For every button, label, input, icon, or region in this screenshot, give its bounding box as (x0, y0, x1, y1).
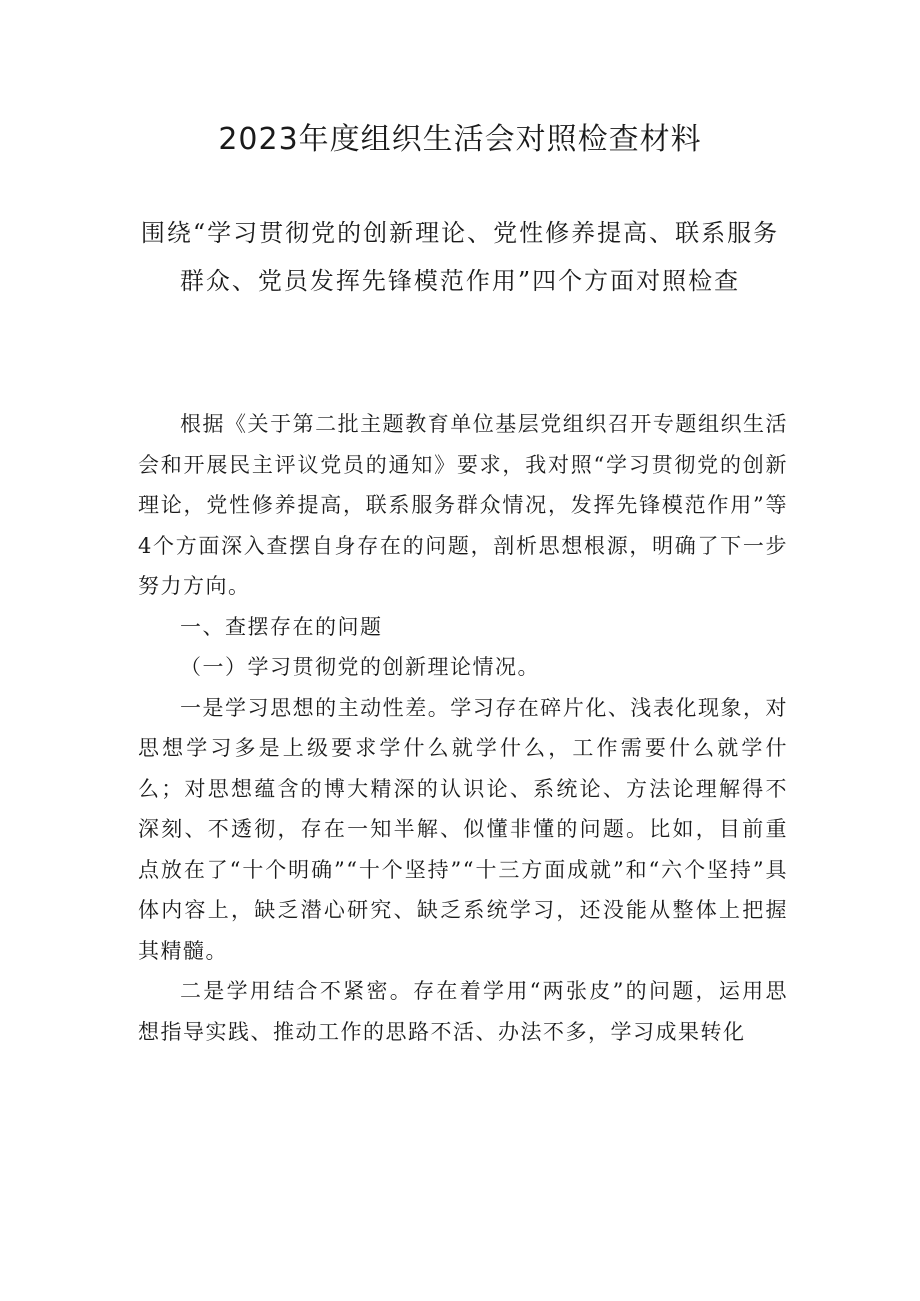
document-subtitle-line-1: 围绕“学习贯彻党的创新理论、党性修养提高、联系服务 (140, 219, 780, 247)
intro-paragraph: 根据《关于第二批主题教育单位基层党组织召开专题组织生活会和开展民主评议党员的通知》要求，我对照“学习贯彻党的创新理论，党性修养提高，联系服务群众情况，发挥先锋模范作用”等4个方面深入查摆自身存在的问题，剖析思想根源，明确了下一步努力方向。 (138, 412, 788, 598)
section-heading-1: 一、查摆存在的问题 (180, 614, 383, 639)
document-body (138, 404, 788, 1052)
point-paragraph-2: 二是学用结合不紧密。存在着学用“两张皮”的问题，运用思想指导实践、推动工作的思路不活、办法不多，学习成果转化 (138, 979, 788, 1044)
subsection-heading-1: （一）学习贯彻党的创新理论情况。 (180, 655, 540, 679)
document-title: 2023年度组织生活会对照检查材料 (218, 122, 702, 157)
point-paragraph-1: 一是学习思想的主动性差。学习存在碎片化、浅表化现象，对思想学习多是上级要求学什么就学什么，工作需要什么就学什么；对思想蕴含的博大精深的认识论、系统论、方法论理解得不深刻、不透彻，存在一知半解、似懂非懂的问题。比如，目前重点放在了“十个明确”“十个坚持”“十三方面成就”和“六个坚持”具体内容上，缺乏潜心研究、缺乏系统学习，还没能从整体上把握其精髓。 (138, 695, 788, 963)
document-subtitle-line-2: 群众、党员发挥先锋模范作用”四个方面对照检查 (179, 267, 741, 295)
